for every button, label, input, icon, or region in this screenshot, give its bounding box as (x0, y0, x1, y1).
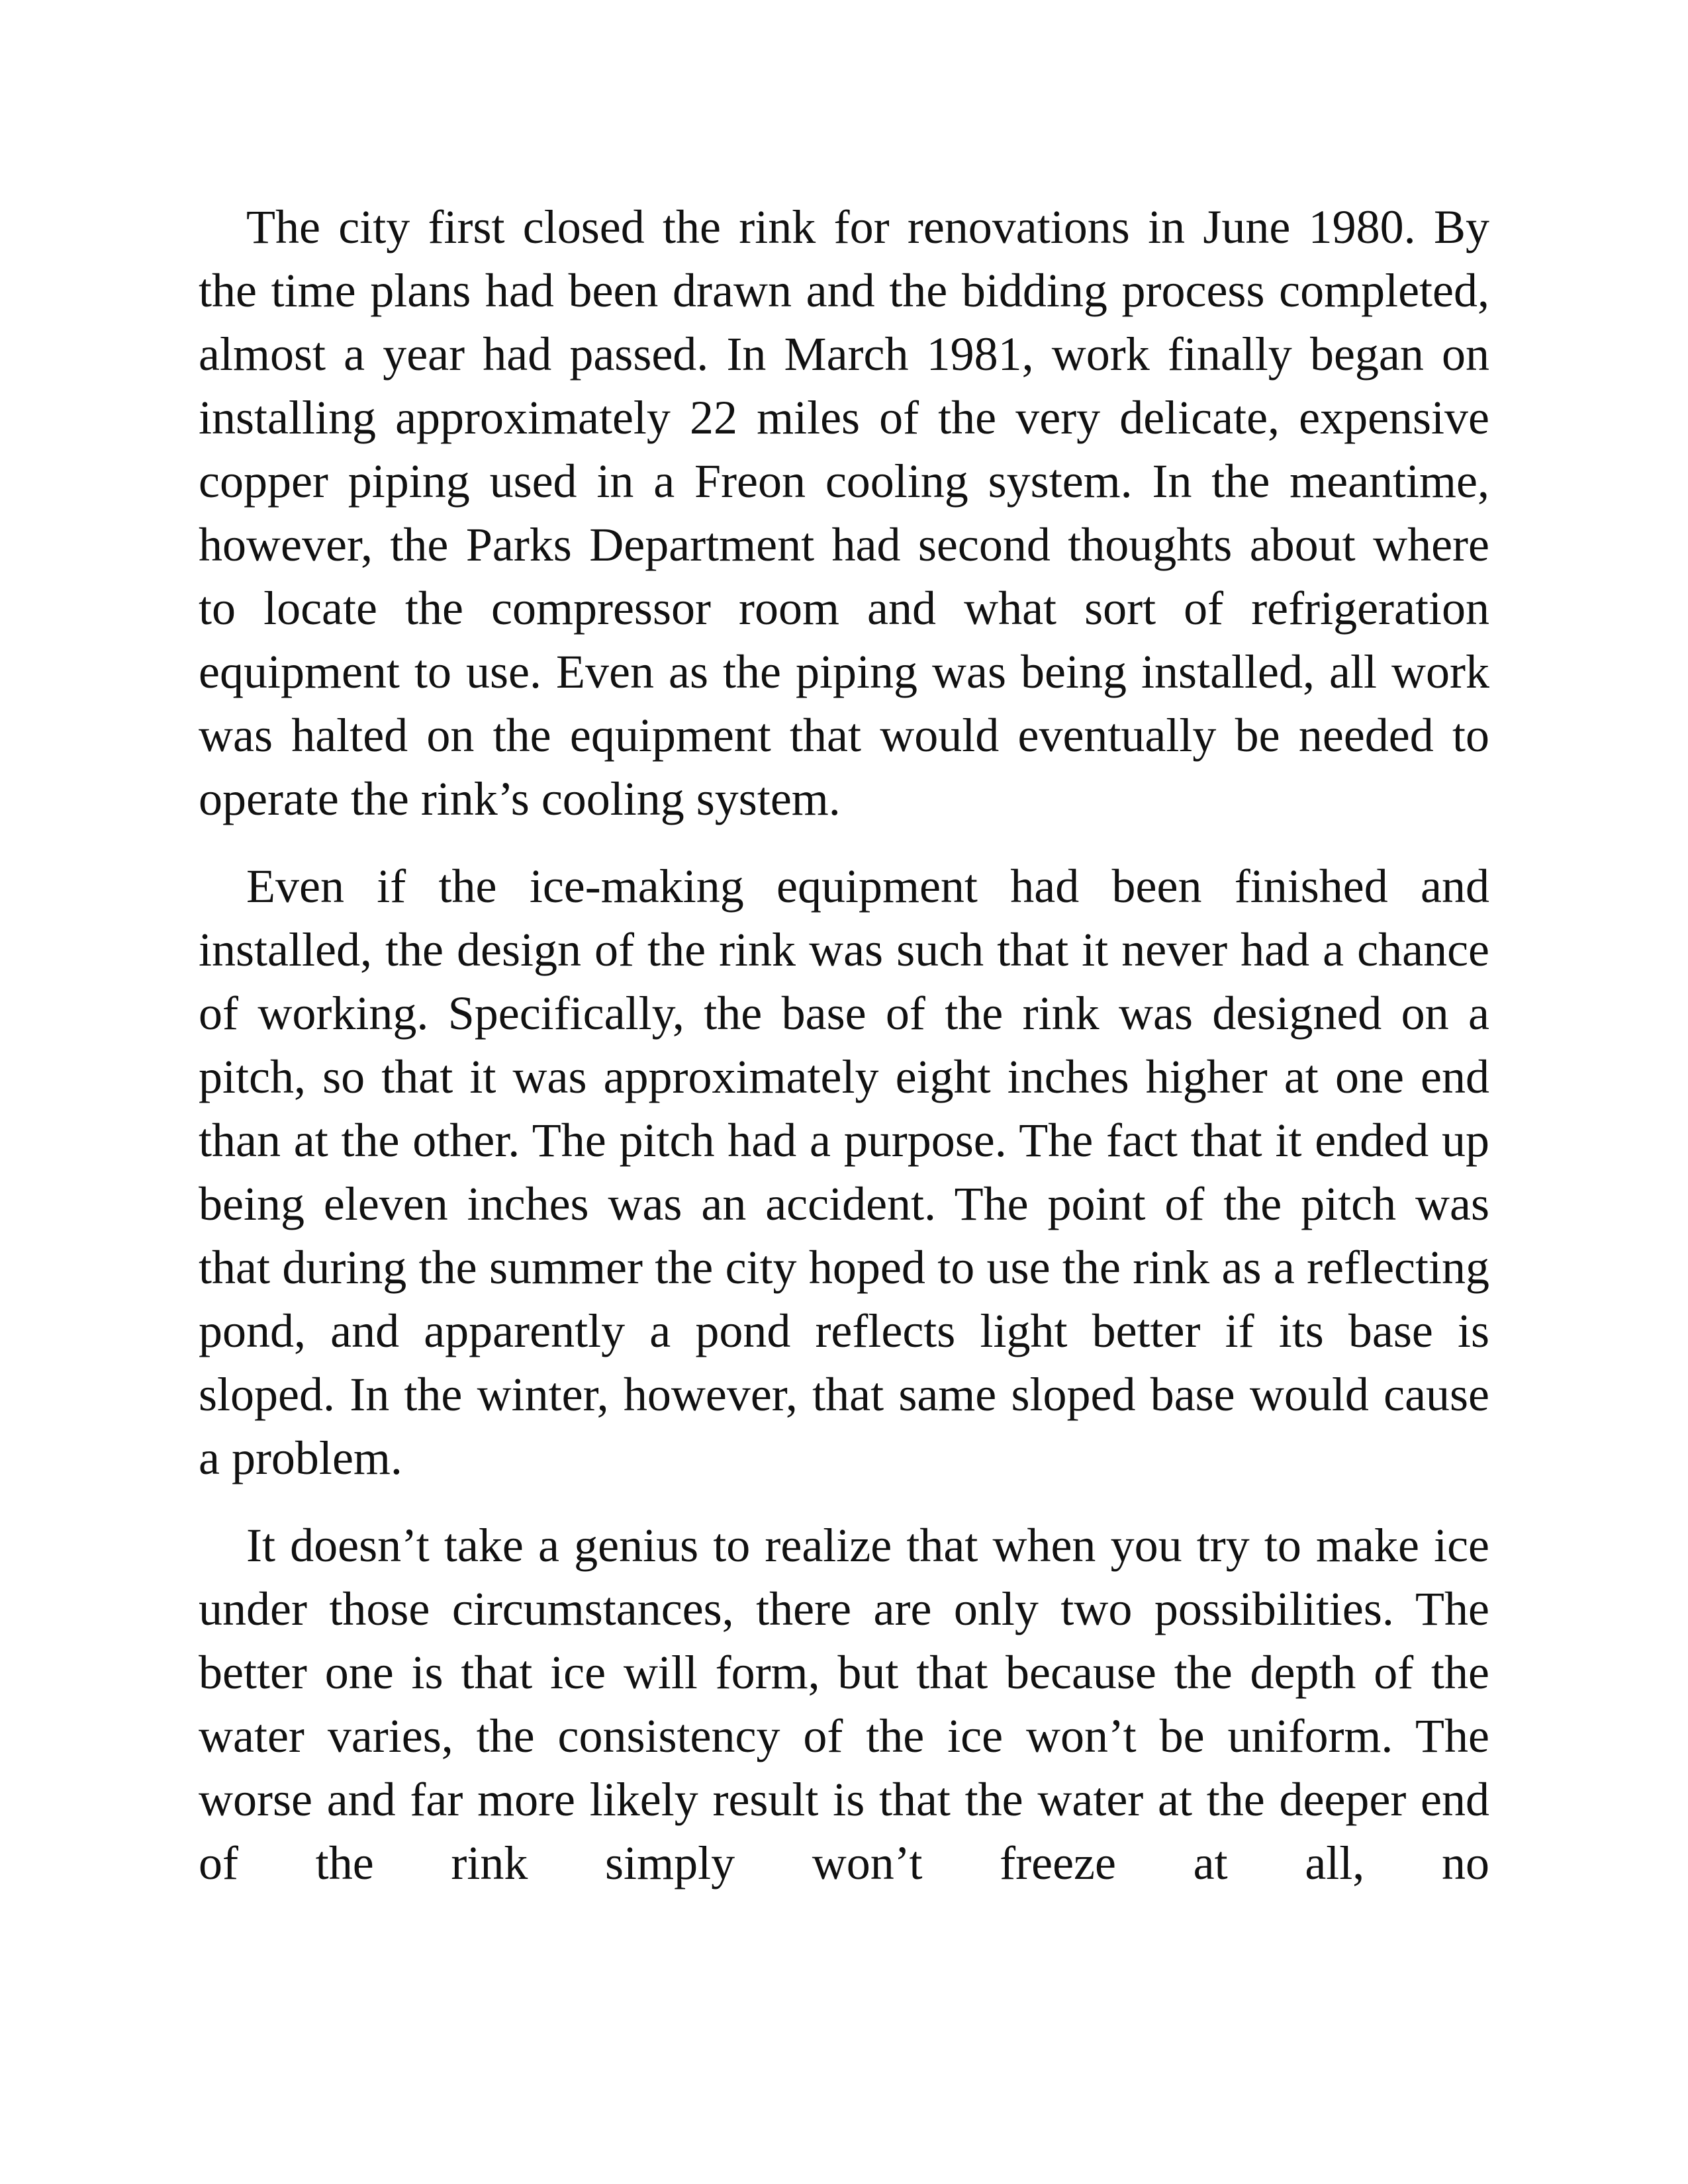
paragraph-3: It doesn’t take a genius to realize that when you try to make ice under those circumstances, there are only two possibilities. The better one is that ice will form, but that because the depth of the water varies, the consistency of the ice won’t be uniform. The worse and far more likely result is that the water at the deeper end of the rink simply won’t freeze at all, no (199, 1519, 1489, 1889)
paragraph-1: The city first closed the rink for renovations in June 1980. By the time plans had been drawn and the bidding process completed, almost a year had passed. In March 1981, work finally began on installing approximately 22 miles of the very delicate, expensive copper piping used in a Freon cooling system. In the meantime, however, the Parks Department had second thoughts about where to locate the compressor room and what sort of refrigeration equipment to use. Even as the piping was being installed, all work was halted on the equipment that would eventually be needed to operate the rink’s cooling system. (199, 201, 1489, 825)
paragraph-2: Even if the ice-making equipment had been finished and installed, the design of the rink was such that it never had a chance of working. Specifically, the base of the rink was designed on a pitch, so that it was approximately eight inches higher at one end than at the other. The pitch had a purpose. The fact that it ended up being eleven inches was an accident. The point of the pitch was that during the summer the city hoped to use the rink as a reflecting pond, and apparently a pond reflects light better if its base is sloped. In the winter, however, that same sloped base would cause a problem. (199, 860, 1489, 1484)
body-text (199, 195, 1489, 1919)
